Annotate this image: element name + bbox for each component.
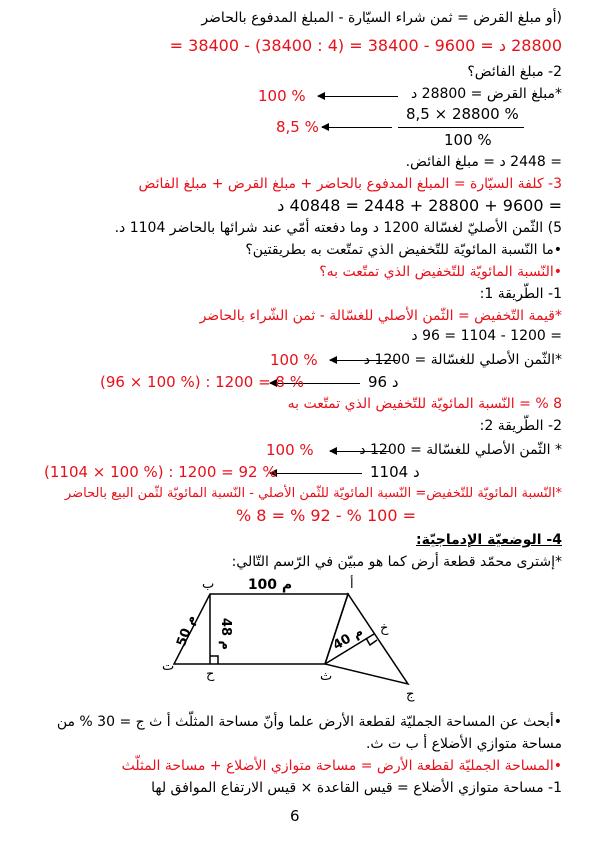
label-t: ت (162, 659, 175, 674)
line-26: مساحة متوازي الأضلاع أ ب ت ث. (365, 736, 562, 752)
line-7: 3- كلفة السيّارة = المبلغ المدفوع بالحاضر + مبلغ القرض + مبلغ الفائض (138, 176, 562, 192)
fraction-denominator: 100 % (444, 131, 492, 149)
arrow-1 (318, 96, 398, 97)
line-10: •ما النّسبة المائويّة للتّخفيض الذي تمتّعت به بطريقتين؟ (245, 242, 562, 258)
line-17: 8 % = النّسبة المائويّة للتّخفيض الذي تمتّعت به (287, 396, 562, 412)
land-figure (160, 572, 430, 702)
line-20-left: (1104 × 100 %) : 1200 = 92 % (44, 463, 277, 481)
arrow-2 (322, 127, 392, 128)
side-length: 50 م (174, 613, 200, 649)
line-16-label: 96 د (368, 373, 399, 391)
line-5-left: 8,5 % (276, 118, 319, 136)
line-8: = 9600 + 28800 + 2448 = 40848 د (277, 196, 562, 215)
line-24: *إشترى محمّد قطعة أرض كما هو مبيّن في الرّسم التّالي: (231, 554, 562, 570)
line-11: •النّسبة المائويّة للتّخفيض الذي تمتّعت به؟ (319, 264, 562, 280)
arrow-3 (330, 360, 398, 361)
line-12: 1- الطّريقة 1: (479, 286, 562, 302)
line-20-label: 1104 د (370, 463, 420, 481)
line-2: 28800 د = 9600 - 38400 = (4 : 38400) - 38400 = (169, 36, 562, 55)
line-3: 2- مبلغ الفائض؟ (467, 64, 562, 80)
label-kh: خ (380, 621, 389, 636)
line-19-label: * الثّمن الأصلي للغسّالة = 1200 د (359, 442, 562, 458)
line-14: = 1200 - 1104 = 96 د (411, 328, 562, 344)
line-13: *قيمة التّخفيض = الثّمن الأصلي للغسّالة - ثمن الشّراء بالحاضر (199, 308, 562, 324)
section-heading: 4- الوضعيّة الإدماجيّة: (415, 532, 562, 548)
fraction-numerator: 8,5 × 28800 % (406, 105, 519, 123)
line-4-label: *مبلغ القرض = 28800 د (410, 86, 562, 102)
label-th: ث (320, 669, 333, 684)
line-18: 2- الطّريقة 2: (479, 418, 562, 434)
top-length: 100 م (247, 577, 293, 593)
label-a: أ (350, 577, 354, 592)
line-27: •المساحة الجمليّة لقطعة الأرض = مساحة متوازي الأضلاع + مساحة المثلّث (121, 758, 562, 774)
parallelogram (174, 594, 348, 664)
arrow-5 (330, 451, 390, 452)
line-15-right: 100 % (270, 351, 318, 369)
line-28: 1- مساحة متوازي الأضلاع = قيس القاعدة × قيس الارتفاع الموافق لها (151, 780, 562, 796)
label-j: ج (406, 687, 415, 702)
inner-length: 40 م (330, 624, 366, 654)
line-16-left: (96 × 100 %) : 1200 = 8 % (100, 373, 304, 391)
line-22: = 100 % - 92 % = 8 % (236, 506, 416, 525)
line-25: •أبحث عن المساحة الجمليّة لقطعة الأرض علما وأنّ مساحة المثلّث أ ث ج = 30 % من (56, 714, 562, 730)
line-21: *النّسبة المائويّة للتّخفيض= النّسبة المائويّة للثّمن الأصلي - النّسبة المائويّة لثّمن البيع بالحاضر (64, 486, 562, 501)
line-9: 5) الثّمن الأصليّ لغسّالة 1200 د وما دفعته أمّي عند شرائها بالحاضر 1104 د. (114, 220, 562, 236)
line-1: (أو مبلغ القرض = ثمن شراء السيّارة - المبلغ المدفوع بالحاضر (201, 10, 562, 26)
line-19-right: 100 % (266, 441, 314, 459)
height-length: 48 م (218, 617, 233, 651)
fraction-bar (398, 127, 524, 128)
label-b: ب (202, 577, 215, 592)
page-number: 6 (290, 807, 300, 825)
line-15-label: *الثّمن الأصلي للغسّالة = 1200 د (363, 352, 562, 368)
line-6: = 2448 د = مبلغ الفائض. (405, 154, 562, 170)
line-4-right: 100 % (258, 87, 306, 105)
label-h: ح (206, 667, 215, 682)
arrow-6 (270, 473, 362, 474)
